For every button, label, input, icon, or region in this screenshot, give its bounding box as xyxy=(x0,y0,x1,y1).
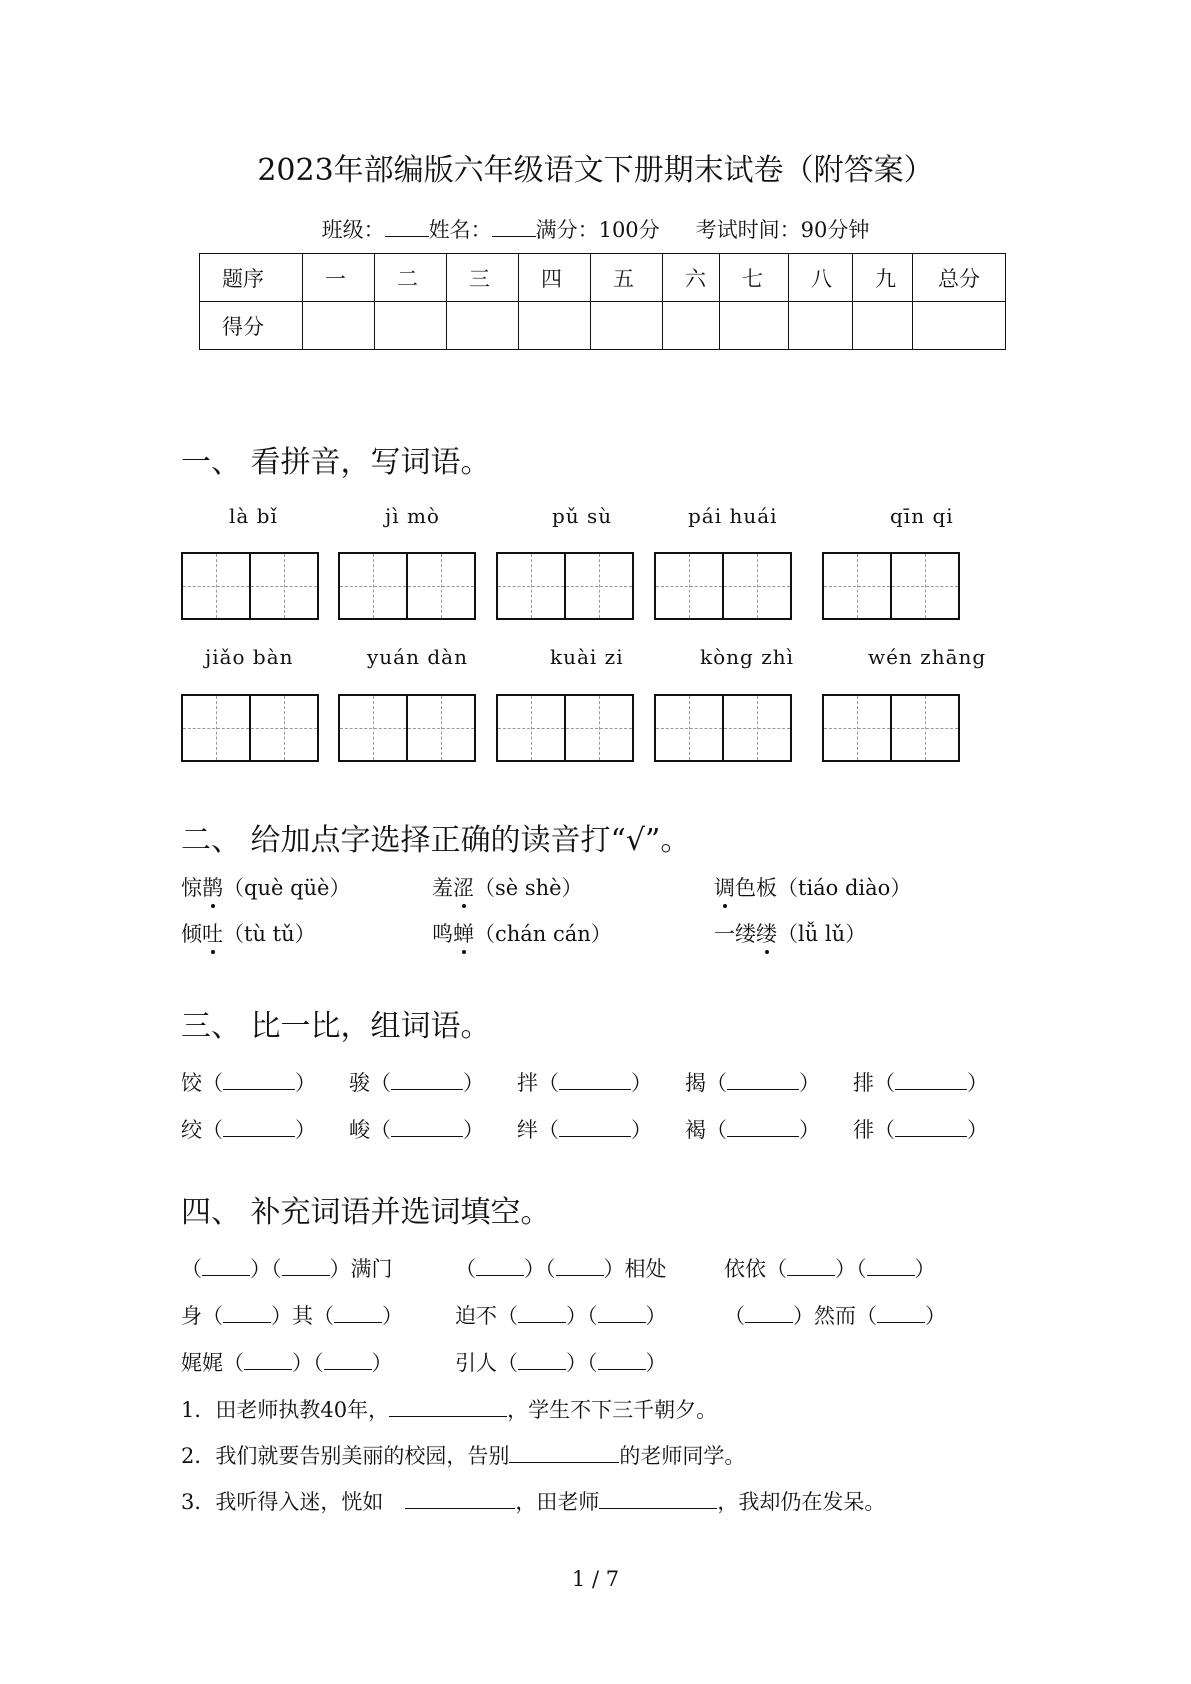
table-cell: 六 xyxy=(663,254,720,302)
pinyin-label: qīn qi xyxy=(890,504,954,528)
score-cell[interactable] xyxy=(913,302,1006,350)
full-score: 满分：100分 xyxy=(535,218,660,242)
table-cell: 九 xyxy=(853,254,913,302)
score-cell[interactable] xyxy=(591,302,663,350)
score-table-score-row xyxy=(200,302,1006,350)
class-blank xyxy=(385,218,429,237)
pronunciation-item[interactable]: 惊鹊（què qüè） xyxy=(181,872,350,902)
table-cell: 得分 xyxy=(200,302,303,350)
table-cell: 总分 xyxy=(913,254,1006,302)
idiom-fill[interactable]: 引人（ ）（ ） xyxy=(455,1351,667,1375)
answer-blank[interactable] xyxy=(599,1490,717,1509)
table-cell: 七 xyxy=(720,254,789,302)
writing-grid[interactable] xyxy=(181,694,319,762)
score-cell[interactable] xyxy=(375,302,447,350)
table-cell: 五 xyxy=(591,254,663,302)
fill-sentence-2[interactable]: 2．我们就要告别美丽的校园，告别 的老师同学。 xyxy=(181,1444,746,1468)
fill-sentence-3[interactable]: 3．我听得入迷，恍如 ，田老师 ，我却仍在发呆。 xyxy=(181,1490,886,1514)
idiom-fill[interactable]: 娓娓（ ）（ ） xyxy=(181,1351,393,1375)
fill-sentence-1[interactable]: 1．田老师执教40年， ，学生不下三千朝夕。 xyxy=(181,1398,718,1422)
word-group-item[interactable]: 揭（ ） xyxy=(685,1071,820,1095)
dotted-char: 吐 xyxy=(202,918,223,948)
dotted-char: 鹊 xyxy=(202,872,223,902)
answer-blank[interactable] xyxy=(389,1398,507,1417)
word-group-item[interactable]: 绊（ ） xyxy=(517,1118,652,1142)
name-label: 姓名： xyxy=(428,218,492,242)
score-cell[interactable] xyxy=(789,302,853,350)
writing-grid[interactable] xyxy=(822,552,960,620)
exam-time: 考试时间：90分钟 xyxy=(695,218,870,242)
score-cell[interactable] xyxy=(303,302,375,350)
writing-grid[interactable] xyxy=(338,694,476,762)
document-title: 2023年部编版六年级语文下册期末试卷（附答案） xyxy=(257,153,934,188)
section3-heading: 三、 比一比，组词语。 xyxy=(181,1009,491,1044)
pinyin-label: kòng zhì xyxy=(700,645,795,669)
pinyin-label: là bǐ xyxy=(229,504,278,528)
name-blank xyxy=(492,218,536,237)
idiom-fill[interactable]: （ ）（ ）相处 xyxy=(455,1257,667,1281)
answer-blank[interactable] xyxy=(509,1444,619,1463)
section2-heading: 二、 给加点字选择正确的读音打“√”。 xyxy=(181,823,691,858)
idiom-fill[interactable]: 依依（ ）（ ） xyxy=(724,1257,936,1281)
pronunciation-item[interactable]: 羞涩（sè shè） xyxy=(432,872,583,902)
table-cell: 题序 xyxy=(200,254,303,302)
exam-info xyxy=(0,214,1191,244)
word-group-item[interactable]: 褐（ ） xyxy=(685,1118,820,1142)
writing-grid-row xyxy=(0,694,1191,764)
pinyin-label: wén zhāng xyxy=(868,645,987,669)
pinyin-label: pái huái xyxy=(688,504,778,528)
dotted-char: 缕 xyxy=(756,918,777,948)
writing-grid[interactable] xyxy=(654,694,792,762)
page-number: 1 / 7 xyxy=(571,1567,620,1591)
word-group-item[interactable]: 骏（ ） xyxy=(349,1071,484,1095)
writing-grid[interactable] xyxy=(654,552,792,620)
word-group-item[interactable]: 峻（ ） xyxy=(349,1118,484,1142)
writing-grid[interactable] xyxy=(181,552,319,620)
pronunciation-item[interactable]: 倾吐（tù tǔ） xyxy=(181,918,316,948)
table-cell: 八 xyxy=(789,254,853,302)
idiom-fill[interactable]: 迫不（ ）（ ） xyxy=(455,1304,667,1328)
writing-grid[interactable] xyxy=(338,552,476,620)
score-table-header-row xyxy=(200,254,1006,302)
score-table xyxy=(199,253,1006,350)
section4-heading: 四、 补充词语并选词填空。 xyxy=(181,1195,551,1230)
table-cell: 二 xyxy=(375,254,447,302)
writing-grid[interactable] xyxy=(496,552,634,620)
pinyin-label: kuài zi xyxy=(550,645,624,669)
writing-grid-row xyxy=(0,552,1191,622)
writing-grid[interactable] xyxy=(496,694,634,762)
section1-heading: 一、 看拼音，写词语。 xyxy=(181,445,491,480)
score-cell[interactable] xyxy=(447,302,519,350)
score-cell[interactable] xyxy=(663,302,720,350)
score-cell[interactable] xyxy=(720,302,789,350)
score-cell[interactable] xyxy=(519,302,591,350)
word-group-item[interactable]: 饺（ ） xyxy=(181,1071,316,1095)
pronunciation-item[interactable]: 鸣蝉（chán cán） xyxy=(432,918,612,948)
pronunciation-item[interactable]: 调色板（tiáo diào） xyxy=(714,872,911,902)
dotted-char: 涩 xyxy=(453,872,474,902)
dotted-char: 蝉 xyxy=(453,918,474,948)
word-group-item[interactable]: 绞（ ） xyxy=(181,1118,316,1142)
idiom-fill[interactable]: （ ）然而（ ） xyxy=(724,1304,946,1328)
score-cell[interactable] xyxy=(853,302,913,350)
idiom-fill[interactable]: 身（ ）其（ ） xyxy=(181,1304,403,1328)
table-cell: 三 xyxy=(447,254,519,302)
dotted-char: 调 xyxy=(714,872,735,902)
pinyin-label: pǔ sù xyxy=(552,504,613,528)
word-group-item[interactable]: 排（ ） xyxy=(853,1071,988,1095)
answer-blank[interactable] xyxy=(405,1490,515,1509)
pinyin-label: jiǎo bàn xyxy=(205,645,294,669)
pinyin-label: yuán dàn xyxy=(367,645,468,669)
word-group-item[interactable]: 拌（ ） xyxy=(517,1071,652,1095)
word-group-item[interactable]: 徘（ ） xyxy=(853,1118,988,1142)
pinyin-label: jì mò xyxy=(385,504,440,528)
writing-grid[interactable] xyxy=(822,694,960,762)
class-label: 班级： xyxy=(321,218,385,242)
table-cell: 四 xyxy=(519,254,591,302)
table-cell: 一 xyxy=(303,254,375,302)
idiom-fill[interactable]: （ ）（ ）满门 xyxy=(181,1257,393,1281)
pronunciation-item[interactable]: 一缕缕（lǚ lǔ） xyxy=(714,918,866,948)
